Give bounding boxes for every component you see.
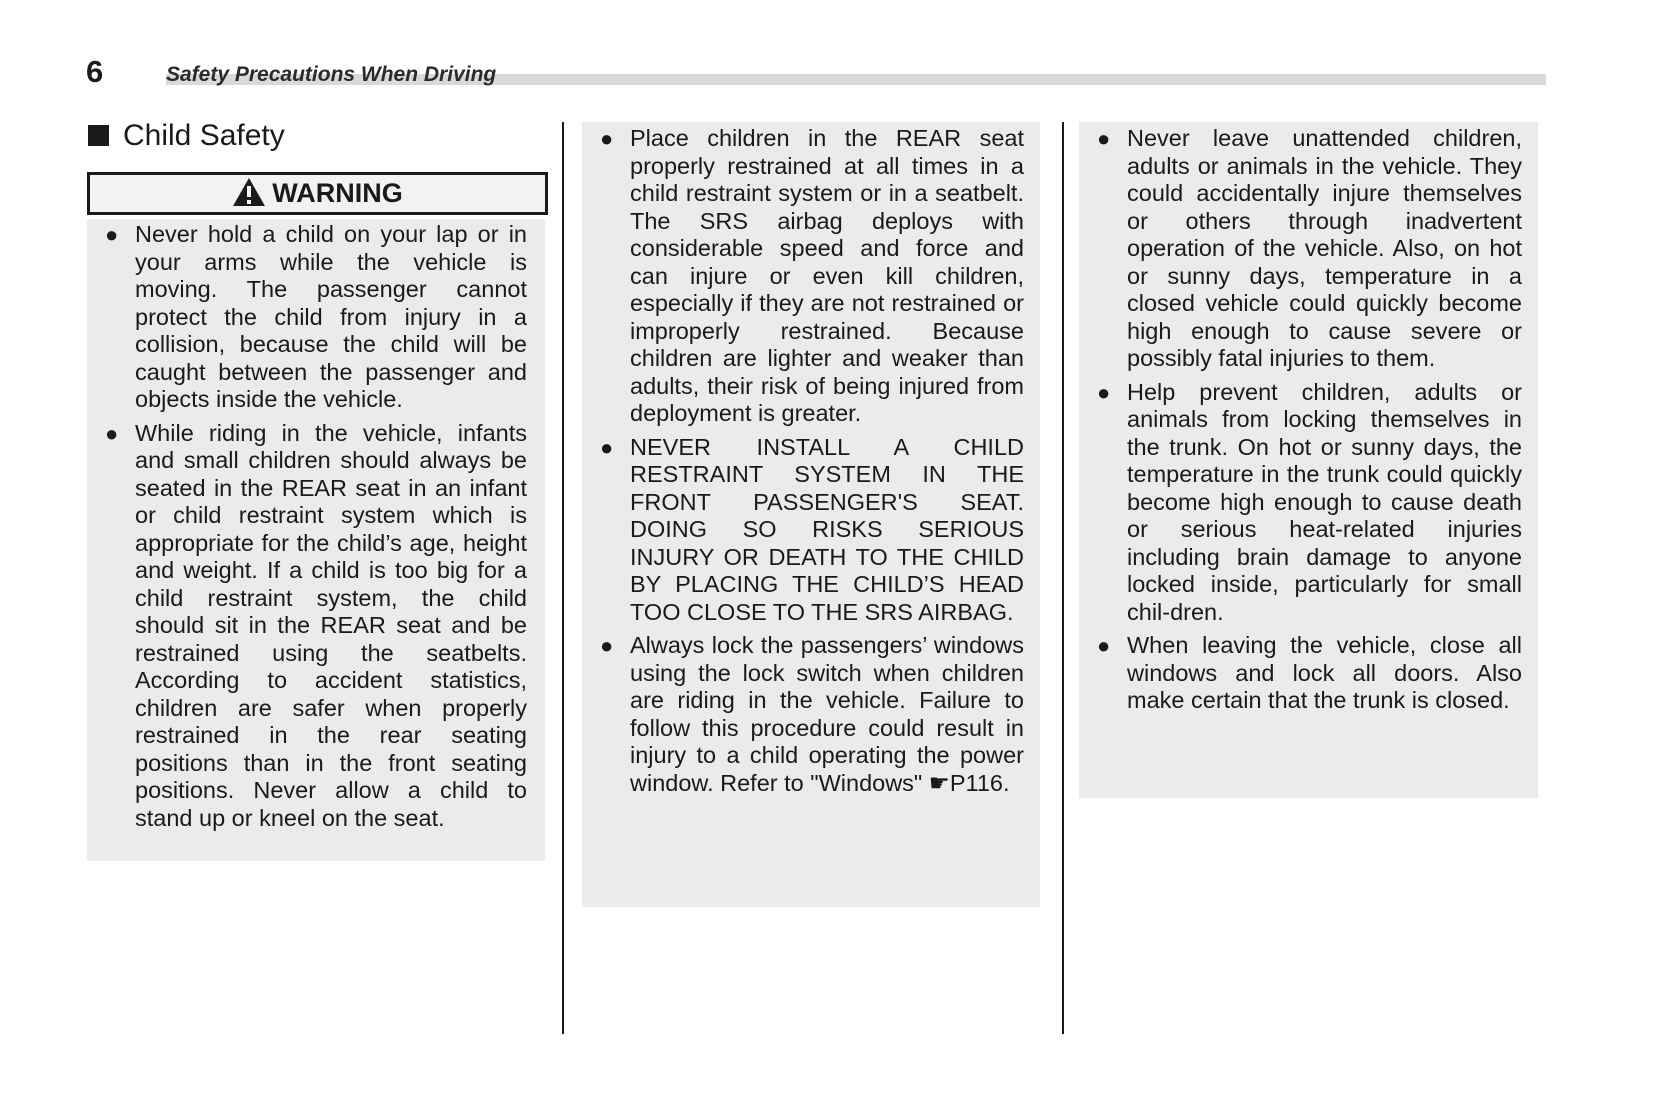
bullet-icon: ● <box>1097 126 1111 151</box>
bullet-icon: ● <box>1097 633 1111 658</box>
warning-item <box>592 434 1024 627</box>
section-title-text: Child Safety <box>123 119 285 152</box>
section-square-icon <box>88 125 109 146</box>
warning-item-text: Never hold a child on your lap or in your arms while the vehicle is moving. The passenger cannot protect the child from injury in a collision, because the child will be caught between the passenger and objects inside the vehicle. <box>135 221 527 412</box>
bullet-icon: ● <box>600 633 614 658</box>
warning-triangle-icon <box>232 177 266 207</box>
warning-header <box>87 172 548 215</box>
warning-item <box>97 221 527 414</box>
running-header-title: Safety Precautions When Driving <box>166 63 497 86</box>
warning-item-text: While riding in the vehicle, infants and small children should always be seated in the REAR seat in an infant or child restraint system which is appropriate for the child’s age, height and weight. If a child is too big for a child restraint system, the child should sit in the REAR seat and be restrained using the seatbelts. According to accident statistics, children are safer when properly restrained in the rear seating positions than in the front seating positions. Never allow a child to stand up or kneel on the seat. <box>135 419 527 831</box>
bullet-icon: ● <box>1097 379 1111 405</box>
warning-item-text: Always lock the passengers’ windows using the lock switch when children are riding in the vehicle. Failure to follow this procedure could result in injury to a child operating the power window. Refer to "Windows" ☛P116. <box>630 632 1024 796</box>
warning-column-2 <box>582 122 1040 907</box>
bullet-icon: ● <box>105 222 119 247</box>
warning-label: WARNING <box>272 178 403 208</box>
warning-item-text: Help prevent children, adults or animals from locking themselves in the trunk. On hot or sunny days, the temperature in the trunk could quickly become high enough to cause death or serious heat-related injuries including brain damage to anyone locked inside, particularly for small chil-dren. <box>1127 378 1522 625</box>
warning-column-3 <box>1079 122 1538 798</box>
column-divider <box>1062 122 1064 1034</box>
column-divider <box>562 122 564 1034</box>
warning-item <box>1089 379 1522 627</box>
warning-item <box>1089 125 1522 373</box>
warning-item-text: Place children in the REAR seat properly restrained at all times in a child restraint system or in a seatbelt. The SRS airbag deploys with considerable speed and force and can injure or even kill children, especially if they are not restrained or improperly restrained. Because children are lighter and weaker than adults, their risk of being injured from deployment is greater. <box>630 125 1024 426</box>
page-header <box>86 54 1546 90</box>
warning-item-text: When leaving the vehicle, close all windows and lock all doors. Also make certain that the trunk is closed. <box>1127 632 1522 713</box>
warning-item-text: Never leave unattended children, adults or animals in the vehicle. They could accidentally injure themselves or others through inadvertent operation of the vehicle. Also, on hot or sunny days, temperature in a closed vehicle could quickly become high enough to cause severe or possibly fatal injuries to them. <box>1127 125 1522 371</box>
bullet-icon: ● <box>105 420 119 446</box>
warning-column-1 <box>87 219 545 861</box>
section-title <box>88 116 285 156</box>
warning-item <box>592 125 1024 428</box>
bullet-icon: ● <box>600 126 614 151</box>
warning-item-text: NEVER INSTALL A CHILD RESTRAINT SYSTEM IN THE FRONT PASSENGER'S SEAT. DOING SO RISKS SERIOUS INJURY OR DEATH TO THE CHILD BY PLACING THE CHILD’S HEAD TOO CLOSE TO THE SRS AIRBAG. <box>630 433 1024 625</box>
warning-item <box>97 420 527 833</box>
warning-item <box>1089 632 1522 715</box>
page-number: 6 <box>86 54 104 89</box>
bullet-icon: ● <box>600 434 614 460</box>
warning-item <box>592 632 1024 797</box>
